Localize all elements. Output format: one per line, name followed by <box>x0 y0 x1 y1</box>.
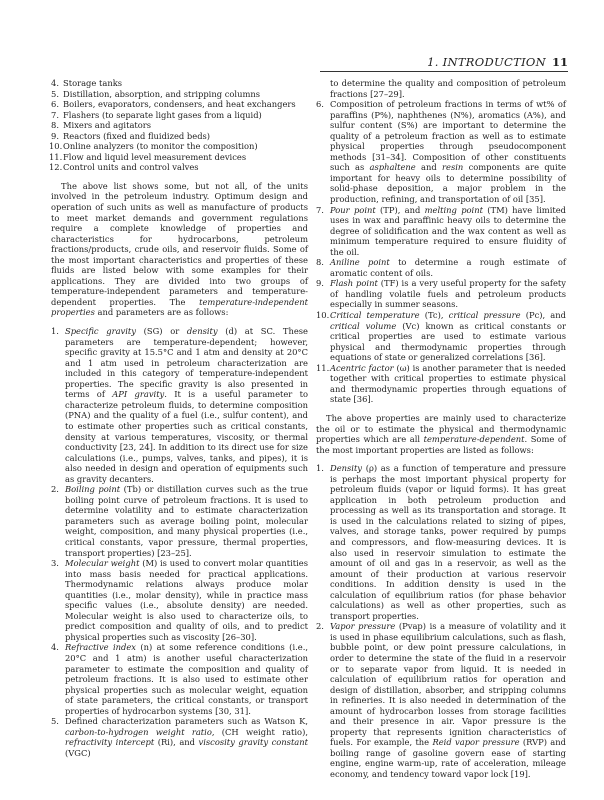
term-emphasis: Vapor pressure <box>330 621 396 632</box>
item-number: 8. <box>316 257 324 268</box>
item-text: Control units and control valves <box>63 162 199 173</box>
item-text: (n) at some reference conditions (i.e., 20°C and 1 atm) is another useful characterization parameter to estimate the composition and quality of petroleum fractions. It is also used to estimate other physical properties such as molecular weight, equation of state parameters, the critical constants, or transport properties of hydrocarbon systems [30, 31]. <box>65 642 309 716</box>
item-text: (TF) is a very useful property for the safety of handling volatile fuels and petroleum products especially in summer seasons. <box>330 278 566 310</box>
item-text: Flow and liquid level measurement devices <box>63 151 247 162</box>
list-item <box>316 310 566 363</box>
chapter-title: 1. INTRODUCTION <box>427 55 546 69</box>
term-emphasis: asphaltene <box>369 162 416 173</box>
item-text: (SG) or <box>136 326 187 337</box>
item-text: Online analyzers (to monitor the composition) <box>63 141 258 152</box>
item-number: 2. <box>51 484 59 495</box>
list-item <box>51 78 308 89</box>
list-item <box>51 110 308 121</box>
item-text: (Vc) known as critical constants or critical properties are used to estimate various physical and thermodynamic properties through equations of state or generalized correlations [36]. <box>330 320 567 363</box>
item-number: 2. <box>316 621 324 632</box>
list-item <box>316 621 566 779</box>
item-number: 9. <box>51 130 59 141</box>
unit-list <box>51 78 308 173</box>
list-item <box>51 152 308 163</box>
temperature-independent-list <box>51 326 308 758</box>
item-text: (TP), and <box>375 204 425 215</box>
term-emphasis: critical volume <box>330 320 397 331</box>
item-number: 6. <box>316 99 324 110</box>
left-column <box>51 78 308 758</box>
item-text: Defined characterization parameters such as Watson K, <box>65 716 308 727</box>
item-number: 6. <box>51 99 59 110</box>
term-emphasis: density <box>186 326 218 337</box>
term-emphasis: Critical temperature <box>330 310 420 321</box>
item-text: components are quite important for heavy oils to determine possibility of solid-phase deposition, a major problem in the production, refining, and transportation of oil [35]. <box>330 162 567 205</box>
item-text: (VGC) <box>65 747 91 758</box>
term-emphasis: refractivity intercept <box>65 737 155 748</box>
term-emphasis: Aniline point <box>330 257 390 268</box>
list-item <box>51 716 308 758</box>
term-emphasis: Refractive index <box>65 642 137 653</box>
list-item <box>51 162 308 173</box>
list-item <box>51 141 308 152</box>
item-number: 7. <box>316 204 324 215</box>
intro-paragraph: The above list shows some, but not all, of the units involved in the petroleum industry. Optimum design and operation of such units as well as manufacture of products to meet market demands and government regulations require a complete knowledge of properties and characteristics for hydrocarbons, petroleum fractions/products, crude oils, and reservoir fluids. Some of the most important characteristics and properties of these fluids are listed below with some examples for their applications. They are divided into two groups of temperature-independent parameters and temperature-dependent properties. The temperature-independent properties and parameters are as follows: <box>51 180 308 318</box>
item-number: 5. <box>51 88 59 99</box>
item-number: 12. <box>49 162 63 173</box>
term-emphasis: Reid vapor pressure <box>432 737 520 748</box>
item-text: Composition of petroleum fractions in terms of wt% of paraffins (P%), naphthenes (N%), aromatics (A%), and sulfur content (S%) are important to determine the quality of a petroleum fraction as well as to estimate physical properties through pseudocomponent methods [31–34]. Composition of other constituents such as <box>330 99 566 173</box>
term-emphasis: Acentric factor <box>330 362 394 373</box>
list-item <box>316 363 566 405</box>
list-item <box>316 257 566 278</box>
list-item <box>316 99 566 204</box>
item-text: Storage tanks <box>63 78 123 88</box>
item-text: . It is a useful parameter to characterize petroleum fluids, to determine composition (PNA) and the quality of a fuel (i.e., sulfur content), and to estimate other properties such as critical constants, density at various temperatures, viscosity, or thermal conductivity [23, 24]. In addition to its direct use for size calculations (i.e., pumps, valves, tanks, and pipes), it is also needed in design and operation of equipments such as gravity decanters. <box>65 389 309 484</box>
term-emphasis: critical pressure <box>448 310 521 321</box>
item-text: to determine a rough estimate of aromatic content of oils. <box>330 257 566 278</box>
item-number: 11. <box>316 362 330 373</box>
dependent-intro-paragraph: The above properties are mainly used to characterize the oil or to estimate the physical and thermodynamic properties which are all temperature-dependent. Some of the most important properties are listed as follows: <box>316 412 566 455</box>
item-text: (d) at SC. These parameters are temperature-dependent; however, specific gravity at 15.5°C and 1 atm and density at 20°C and 1 atm used in petroleum characterization are included in this category of temperature-independent properties. The specific gravity is also presented in terms of <box>65 326 308 400</box>
term-emphasis: Pour point <box>330 204 376 215</box>
list-item <box>51 120 308 131</box>
item-text: (ρ) as a function of temperature and pressure is perhaps the most important physical property for petroleum fluids (vapor or liquid forms). It has great application in both petroleum production and processing as well as its transportation and storage. It is used in the calculations related to sizing of pipes, valves, and storage tanks, power required by pumps and compressors, and flow-measuring devices. It is also used in reservoir simulation to estimate the amount of oil and gas in a reservoir, as well as the amount of their production at various reservoir conditions. In addition density is used in the calculation of equilibrium ratios (for phase behavior calculations) as well as other properties, such as transport properties. <box>330 463 566 621</box>
item-text: Distillation, absorption, and stripping columns <box>63 88 261 99</box>
list-item <box>51 89 308 100</box>
term-emphasis: Boiling point <box>65 484 121 495</box>
item-number: 1. <box>51 326 59 337</box>
item-text: Flashers (to separate light gases from a liquid) <box>63 109 262 120</box>
running-header <box>320 55 568 72</box>
term-emphasis: resin <box>442 162 464 173</box>
item-text: (TM) have limited uses in wax and paraffinic heavy oils to determine the degree of solidification and the wax content as well as minimum temperature required to ensure fluidity of the oil. <box>330 204 566 257</box>
item-text: , (CH weight ratio), <box>211 726 308 737</box>
item-number: 9. <box>316 278 324 289</box>
item-number: 1. <box>316 463 324 474</box>
item-number: 10. <box>49 141 63 152</box>
term-emphasis: carbon-to-hydrogen weight ratio <box>65 726 212 737</box>
list-item <box>51 99 308 110</box>
list-item <box>51 484 308 558</box>
temperature-dependent-list <box>316 463 566 779</box>
parameter-list <box>316 99 566 405</box>
item-text: (RVP) and boiling range of gasoline govern ease of starting engine, engine warm-up, rate of acceleration, mileage economy, and tendency toward vapor lock [19]. <box>330 737 566 779</box>
item-number: 3. <box>51 558 59 569</box>
continued-text: to determine the quality and composition of petroleum fractions [27–29]. <box>330 78 566 99</box>
list-item <box>316 463 566 621</box>
item-text: (Tb) or distillation curves such as the true boiling point curve of petroleum fractions. It is used to determine volatility and to estimate characterization parameters such as average boiling point, molecular weight, composition, and many physical properties (i.e., critical constants, vapor pressure, thermal properties, transport properties) [23–25]. <box>65 484 308 558</box>
item-text: (Tc), <box>419 310 449 321</box>
item-number: 7. <box>51 109 59 120</box>
item-text: (Pc), and <box>520 310 567 321</box>
list-item <box>316 278 566 310</box>
item-number: 8. <box>51 120 59 131</box>
term-emphasis: viscosity gravity constant <box>198 737 309 748</box>
term-emphasis: Molecular weight <box>65 558 140 569</box>
item-number: 11. <box>49 151 63 162</box>
term-emphasis: Density <box>330 463 363 474</box>
list-item <box>316 205 566 258</box>
item-text: Mixers and agitators <box>63 120 152 131</box>
item-text: (M) is used to convert molar quantities into mass basis needed for practical applications. Thermodynamic relations always produce molar quantities (i.e., molar density), while in practice mass specific values (i.e., absolute density) are needed. Molecular weight is also used to characterize oils, to predict composition and quality of oils, and to predict physical properties such as viscosity [26–30]. <box>65 558 308 642</box>
term-emphasis: Specific gravity <box>65 326 136 337</box>
item-text: Boilers, evaporators, condensers, and heat exchangers <box>63 99 296 110</box>
item-text: (ω) is another parameter that is needed together with critical properties to estimate physical and thermodynamic properties through equations of state [36]. <box>330 362 566 405</box>
item-text: Reactors (fixed and fluidized beds) <box>63 130 211 141</box>
list-item <box>51 558 308 642</box>
term-emphasis: Flash point <box>330 278 378 289</box>
term-emphasis: API gravity <box>112 389 165 400</box>
list-item <box>51 131 308 142</box>
item-text: (Pvap) is a measure of volatility and it is used in phase equilibrium calculations, such as flash, bubble point, or dew point pressure calculations, in order to determine the state of the fluid in a reservoir or to separate vapor from liquid. It is needed in calculation of equilibrium ratios for operation and design of distillation, absorber, and stripping columns in refineries. It is also needed in determination of the amount of hydrocarbon losses from storage facilities and their presence in air. Vapor pressure is the property that represents ignition characteristics of fuels. For example, the <box>330 621 566 748</box>
term-emphasis: melting point <box>424 204 483 215</box>
item-text: (Ri), and <box>154 737 199 748</box>
right-column <box>316 78 566 780</box>
item-number: 5. <box>51 716 59 727</box>
item-text: and <box>415 162 443 173</box>
list-item <box>51 326 308 484</box>
list-item <box>51 642 308 716</box>
page-number: 11 <box>551 55 568 69</box>
item-number: 10. <box>316 310 330 321</box>
item-number: 4. <box>51 78 59 88</box>
item-number: 4. <box>51 642 59 653</box>
